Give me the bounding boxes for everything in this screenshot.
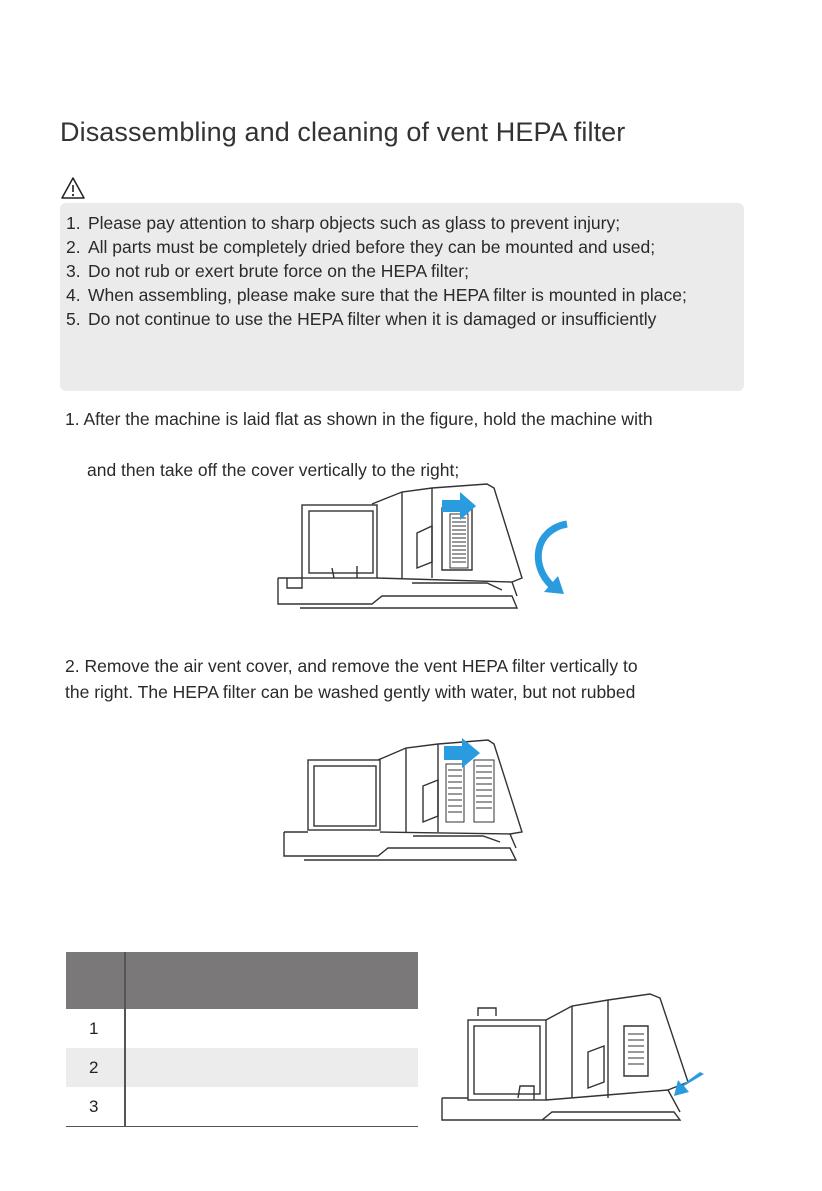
step2-illustration: [278, 736, 528, 866]
table-row: [66, 1009, 418, 1048]
step1-text-line2: and then take off the cover vertically to the right;: [87, 460, 460, 480]
table-row-number: 3: [66, 1087, 125, 1127]
parts-table: [66, 952, 418, 1127]
warning-notice-box: [60, 203, 744, 391]
step3-illustration: [438, 986, 718, 1126]
table-header-row: [66, 952, 418, 1009]
notice-item: 5. Do not continue to use the HEPA filter when it is damaged or insufficiently: [66, 309, 657, 329]
step1-illustration: [272, 478, 582, 616]
table-row: [66, 1048, 418, 1087]
notice-item: 1. Please pay attention to sharp objects such as glass to prevent injury;: [66, 213, 621, 233]
table-header-cell: [66, 952, 125, 1009]
page-title: Disassembling and cleaning of vent HEPA filter: [60, 117, 626, 147]
table-row-number: 1: [66, 1009, 125, 1048]
step2-text-line1: 2. Remove the air vent cover, and remove the vent HEPA filter vertically to: [65, 656, 638, 676]
table-header-cell: [125, 952, 418, 1009]
notice-item: 2. All parts must be completely dried before they can be mounted and used;: [66, 237, 656, 257]
table-row-cell: [125, 1048, 418, 1087]
warning-icon: [60, 176, 86, 200]
notice-item: 3. Do not rub or exert brute force on the HEPA filter;: [66, 261, 469, 281]
table-row-number: 2: [66, 1048, 125, 1087]
notice-item: 4. When assembling, please make sure that the HEPA filter is mounted in place;: [66, 285, 687, 305]
table-row-cell: [125, 1087, 418, 1127]
table-row-cell: [125, 1009, 418, 1048]
step2-text-line2: the right. The HEPA filter can be washed gently with water, but not rubbed: [65, 682, 636, 702]
table-row: [66, 1087, 418, 1127]
step1-text-line1: 1. After the machine is laid flat as shown in the figure, hold the machine with: [65, 409, 653, 429]
